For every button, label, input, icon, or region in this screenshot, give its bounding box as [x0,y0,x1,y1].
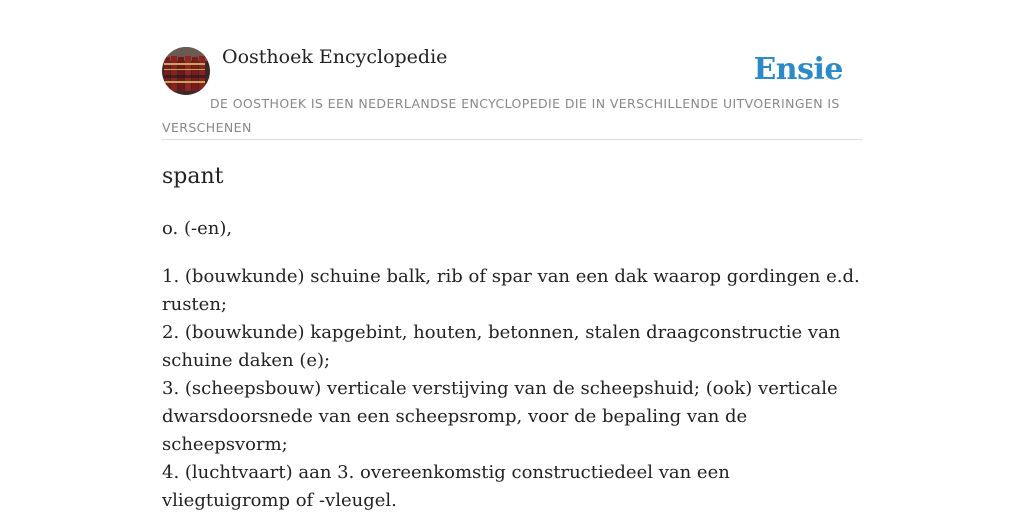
definition-item: 2. (bouwkunde) kapgebint, houten, betonnen, stalen draagconstructie van schuine daken (e); [162,322,841,371]
definition-item: 4. (luchtvaart) aan 3. overeenkomstig constructiedeel van een vliegtuigromp of -vleugel. [162,462,730,511]
definition-item: 3. (scheepsbouw) verticale verstijving van de scheepshuid; (ook) verticale dwarsdoorsnede van een scheepsromp, voor de bepaling van de scheepsvorm; [162,378,838,455]
definition-item: 1. (bouwkunde) schuine balk, rib of spar van een dak waarop gordingen e.d. rusten; [162,266,860,315]
source-description: DE OOSTHOEK IS EEN NEDERLANDSE ENCYCLOPEDIE DIE IN VERSCHILLENDE UITVOERINGEN IS VERSCHENEN [162,96,840,135]
brand-logo[interactable]: Ensie [753,52,843,87]
encyclopedia-books-icon [162,47,210,95]
entry-term: spant [162,164,224,189]
source-avatar[interactable] [162,47,210,95]
source-name[interactable]: Oosthoek Encyclopedie [222,46,448,68]
source-header [162,0,862,140]
page [162,0,862,511]
entry-definitions [162,263,862,512]
entry-grammar: o. (-en), [162,218,233,239]
